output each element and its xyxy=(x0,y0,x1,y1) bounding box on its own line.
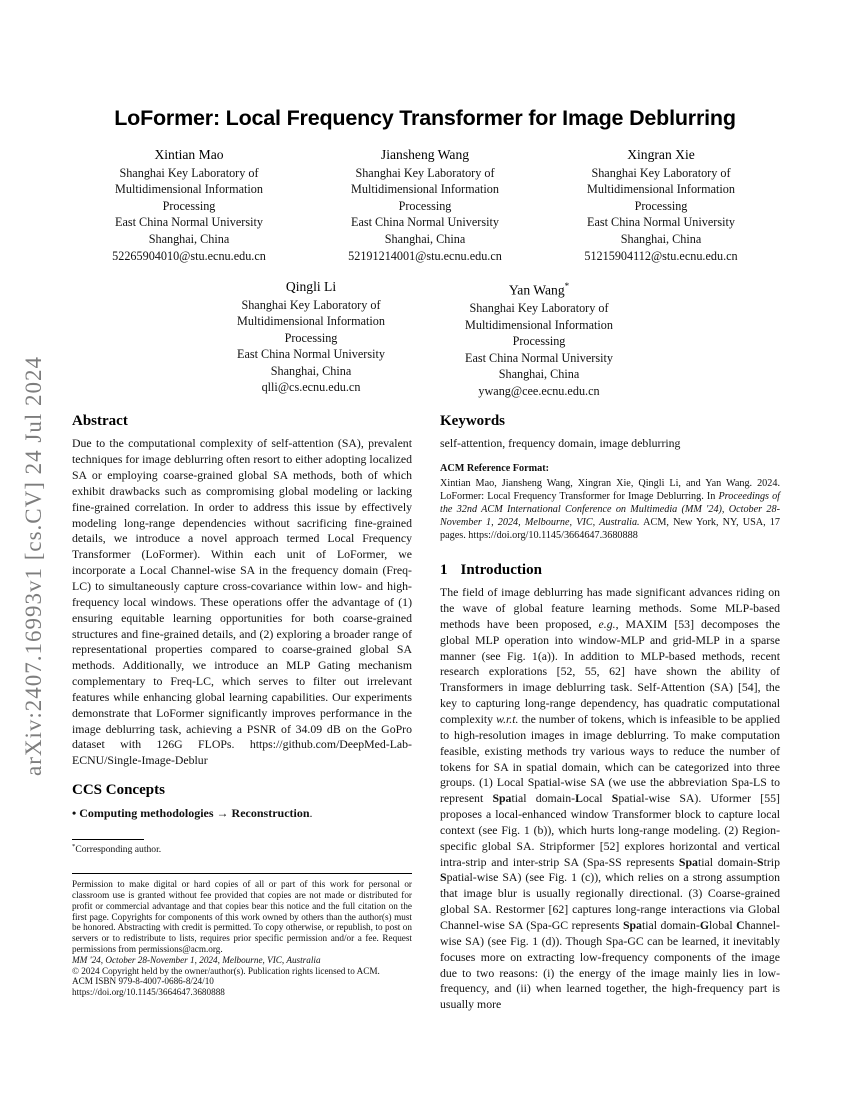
author-name: Xintian Mao xyxy=(154,147,224,162)
copyright-line: © 2024 Copyright held by the owner/author(s). Publication rights licensed to ACM. xyxy=(72,965,380,976)
permission-divider xyxy=(72,873,412,874)
author-affiliation-line: Shanghai, China xyxy=(270,363,352,378)
author-name: Yan Wang* xyxy=(508,280,570,298)
paper-title: LoFormer: Local Frequency Transformer for Image Deblurring xyxy=(114,106,736,130)
author-affiliation-line: Shanghai, China xyxy=(620,231,702,246)
author-affiliation-line: Shanghai Key Laboratory of xyxy=(591,166,731,180)
introduction-heading xyxy=(440,561,780,579)
author-email-link[interactable]: 52265904010@stu.ecnu.edu.cn xyxy=(112,248,266,263)
ccs-concepts-line: • Computing methodologies → Reconstruction. xyxy=(72,806,313,821)
author-affiliation-line: East China Normal University xyxy=(237,347,385,362)
github-link[interactable]: https://github.com/DeepMed-Lab-ECNU/Single-Image-Deblur xyxy=(72,737,412,768)
introduction-paragraph: The field of image deblurring has made significant advances riding on the wave of global feature learning methods. Some MLP-based methods have been proposed, e.g., MAXIM [53] decomposes the global MLP operation into window-MLP and grid-MLP in a sparse manner (see Fig. 1(a)). In addition to MLP-based methods, recent research explorations [52, 55, 62] have shown the ability of Transformers in image deblurring task. Self-Attention (SA) [54], the key to capturing long-range dependency, has quadratic computational complexity w.r.t. the number of tokens, which is infeasible to be applied to high-resolution images in image deblurring. To make computation feasible, existing methods try various ways to reduce the number of tokens for SA in spatial domain, which can be categorized into three groups. (1) Local Spatial-wise SA (we use the abbreviation Spa-LS to represent Spatial domain-Local Spatial-wise SA). Uformer [55] proposes a local-enhanced window Transformer block to capture local context (see Fig. 1 (b)), which hurts long-range modeling. (2) Region-specific global SA. Stripformer [52] explores horizontal and vertical intra-strip and inter-strip SA (Spa-SS represents Spatial domain-Strip Spatial-wise SA) (see Fig. 1 (c)), which relies on a strong assumption that image blur is usually regionally directional. (3) Coarse-grained global SA. Restormer [62] captures long-range interactions via Global Channel-wise SA (Spa-GC represents Spatial domain-Global Channel-wise SA) (see Fig. 1 (d)). Though Spa-GC can be learned, it inevitably focuses more on extracting low-frequency components of the image due to two reasons: (i) the energy of the image mainly lies in low-frequency, and (ii) when learned together, the high-frequency part is usually more xyxy=(440,585,781,1012)
author-affiliation-line: Multidimensional Information xyxy=(465,317,613,332)
author-block-jiansheng-wang xyxy=(307,146,543,264)
author-email-link[interactable]: 51215904112@stu.ecnu.edu.cn xyxy=(584,248,738,263)
author-email-link[interactable]: ywang@cee.ecnu.edu.cn xyxy=(478,384,600,398)
author-email-link[interactable]: qlli@cs.ecnu.edu.cn xyxy=(261,380,361,395)
author-affiliation-line: Shanghai, China xyxy=(384,231,466,246)
author-affiliation-line: East China Normal University xyxy=(465,350,613,365)
author-block-yan-wang xyxy=(425,278,653,399)
conference-line: MM '24, October 28-November 1, 2024, Melbourne, VIC, Australia xyxy=(72,954,321,965)
authors-row-1 xyxy=(0,146,850,264)
left-column xyxy=(72,412,412,1013)
permission-statement: Permission to make digital or hard copies of all or part of this work for personal or classroom use is granted without fee provided that copies are not made or distributed for profit or commercial advantage and that copies bear this notice and the full citation on the first page. Copyrights for components of this work owned by others than the author(s) must be honored. Abstracting with credit is permitted. To copy otherwise, or republish, to post on servers or to redistribute to lists, requires prior specific permission and/or a fee. Request permissions from permissions@acm.org. xyxy=(72,879,412,954)
keywords-heading: Keywords xyxy=(440,413,505,430)
ccs-concepts-heading: CCS Concepts xyxy=(72,782,165,799)
footnote-divider xyxy=(72,839,144,840)
author-affiliation-line: Shanghai Key Laboratory of xyxy=(355,166,495,180)
keywords-line: self-attention, frequency domain, image deblurring xyxy=(440,436,681,451)
author-affiliation-line: Shanghai Key Laboratory of xyxy=(469,301,609,316)
acm-reference-block xyxy=(440,462,780,542)
author-affiliation-line: Processing xyxy=(512,334,566,349)
abstract-heading: Abstract xyxy=(72,413,128,430)
arxiv-watermark: arXiv:2407.16993v1 [cs.CV] 24 Jul 2024 xyxy=(21,355,46,777)
abstract-text: Due to the computational complexity of self-attention (SA), prevalent techniques for image deblurring often resort to either adopting localized SA or employing coarse-grained global SA methods, both of which exhibit drawbacks such as compromising global modeling or lacking fine-grained correlation. In order to address this issue by effectively modeling long-range dependencies without sacrificing fine-grained details, we introduce a novel approach termed Local Frequency Transformer (LoFormer). Within each unit of LoFormer, we incorporate a Local Channel-wise SA in the frequency domain (Freq-LC) to simultaneously capture cross-covariance within low- and high-frequency local windows. These operations offer the advantage of (1) ensuring equitable learning opportunities for both coarse-grained structures and fine-grained details, and (2) exploring a broader range of representational properties compared to coarse-grained global SA methods. Additionally, we introduce an MLP Gating mechanism complementary to Freq-LC, which serves to filter out irrelevant features while enhancing global learning capabilities. Our experiments demonstrate that LoFormer significantly improves performance in the image deblurring task, achieving a PSNR of 34.09 dB on the GoPro dataset with 126G FLOPs. xyxy=(72,436,412,752)
corresponding-author-footnote: *Corresponding author. xyxy=(72,842,162,856)
author-affiliation-line: Multidimensional Information xyxy=(587,182,735,197)
author-affiliation-line: Processing xyxy=(284,330,338,345)
author-affiliation-line: Processing xyxy=(634,198,688,213)
author-email-link[interactable]: 52191214001@stu.ecnu.edu.cn xyxy=(348,248,502,263)
author-affiliation-line: Shanghai Key Laboratory of xyxy=(241,297,381,312)
author-block-xintian-mao xyxy=(71,146,307,264)
isbn-line: ACM ISBN 979-8-4007-0686-8/24/10 xyxy=(72,976,214,987)
author-affiliation-line: Shanghai, China xyxy=(148,231,230,246)
author-affiliation-line: Processing xyxy=(162,198,216,213)
author-affiliation-line: Multidimensional Information xyxy=(115,182,263,197)
author-affiliation-line: East China Normal University xyxy=(351,215,499,230)
right-column xyxy=(440,412,780,1013)
author-affiliation-line: Shanghai, China xyxy=(498,367,580,382)
author-name: Qingli Li xyxy=(285,278,337,294)
section-number: 1 xyxy=(440,562,448,579)
acm-reference-heading: ACM Reference Format: xyxy=(440,463,549,475)
abstract-paragraph xyxy=(72,436,412,769)
author-affiliation-line: Processing xyxy=(398,198,452,213)
author-block-qingli-li xyxy=(197,278,425,399)
two-column-body xyxy=(0,412,850,1013)
author-name: Xingran Xie xyxy=(627,147,695,162)
doi-link[interactable]: https://doi.org/10.1145/3664647.3680888 xyxy=(72,987,225,998)
author-affiliation-line: Multidimensional Information xyxy=(351,182,499,197)
author-affiliation-line: East China Normal University xyxy=(587,215,735,230)
author-affiliation-line: Multidimensional Information xyxy=(237,314,385,329)
author-affiliation-line: East China Normal University xyxy=(115,215,263,230)
author-name: Jiansheng Wang xyxy=(380,147,470,162)
authors-row-2 xyxy=(0,278,850,399)
author-block-xingran-xie xyxy=(543,146,779,264)
corresponding-author-mark: * xyxy=(564,280,570,291)
section-title: Introduction xyxy=(460,562,542,579)
acm-reference-text: Xintian Mao, Jiansheng Wang, Xingran Xie, Qingli Li, and Yan Wang. 2024. LoFormer: Local Frequency Transformer for Image Deblurring. In Proceedings of the 32nd ACM International Conference on Multimedia (MM '24), October 28-November 1, 2024, Melbourne, VIC, Australia. ACM, New York, NY, USA, 17 pages. https://doi.org/10.1145/3664647.3680888 xyxy=(440,478,781,542)
author-affiliation-line: Shanghai Key Laboratory of xyxy=(119,166,259,180)
